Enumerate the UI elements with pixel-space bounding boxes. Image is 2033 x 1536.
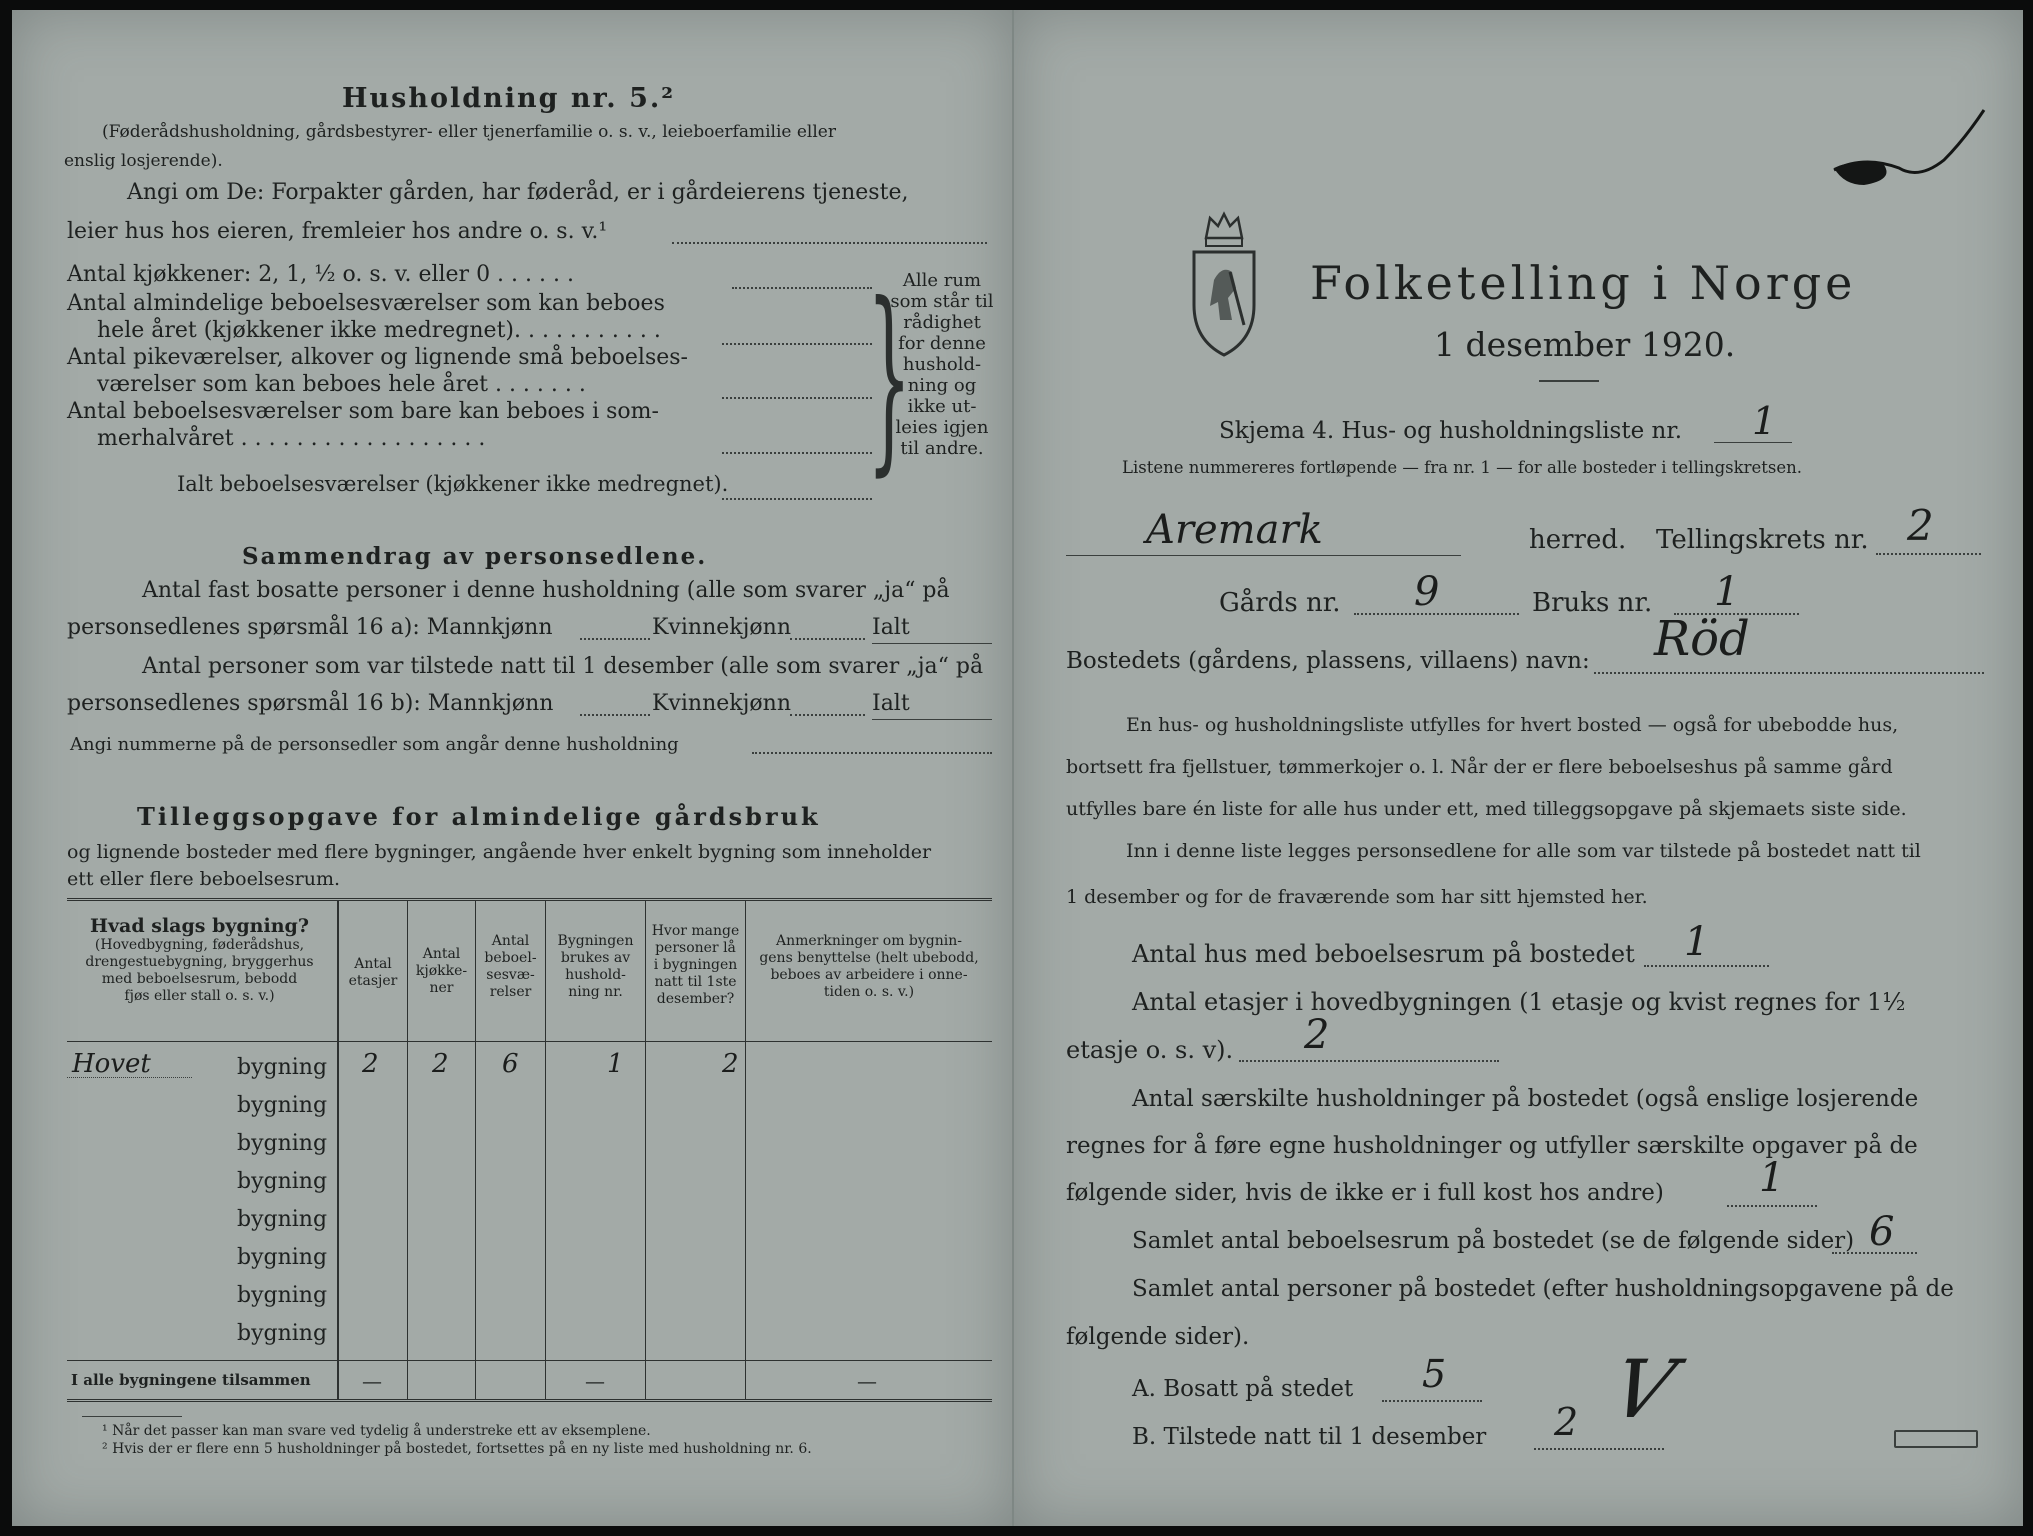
present-line: [1534, 1448, 1664, 1450]
summary-title: Sammendrag av personsedlene.: [242, 543, 708, 570]
numbering-note: Listene nummereres fortløpende — fra nr. 1 — for alle bosteder i tellingskretsen.: [1122, 458, 1803, 477]
houses-line: [1644, 965, 1769, 967]
brace-note: [882, 270, 1002, 459]
rooms-total-value: 6: [1869, 1209, 1895, 1255]
rooms-kitchens: Antal kjøkkener: 2, 1, ½ o. s. v. eller 0 . . . . . .: [67, 262, 574, 287]
floors-label-2: etasje o. s. v).: [1066, 1036, 1234, 1064]
table-row: [67, 1203, 992, 1239]
header-text: drengestuebygning, bryggerhus: [85, 954, 314, 970]
rooms-fill-4: [722, 452, 872, 454]
header-rooms: [476, 933, 545, 1001]
household-intro-2: enslig losjerende).: [64, 151, 223, 171]
header-floors: [339, 956, 407, 990]
row-label: bygning: [237, 1245, 328, 1270]
bosted-line: [1594, 672, 1984, 674]
rooms-fill-2: [722, 343, 872, 345]
households-line: [1727, 1205, 1817, 1207]
instruction-2: bortsett fra fjellstuer, tømmerkojer o. l. Når der er flere beboelseshus på samme gård: [1066, 756, 1893, 778]
kitchens-value: 2: [432, 1049, 449, 1079]
krets-line: [1876, 553, 1981, 555]
printer-stamp: [1894, 1430, 1978, 1448]
bosted-name: Röd: [1654, 611, 1750, 667]
supplement-intro-1: og lignende bosteder med flere bygninger, angående hver enkelt bygning som inneholder: [67, 841, 932, 863]
header-text: Anmerkninger om bygnin-: [776, 933, 962, 949]
krets-label: Tellingskrets nr.: [1656, 525, 1869, 555]
schema-number: 1: [1752, 399, 1777, 443]
table-row: [67, 1241, 992, 1277]
header-text: personer lå: [655, 940, 736, 956]
header-text: kjøkke-: [415, 963, 468, 979]
summary-line-2: personsedlenes spørsmål 16 a): Mannkjønn: [67, 615, 553, 640]
brace-note-line: til andre.: [900, 438, 984, 459]
row-label: bygning: [237, 1055, 328, 1080]
schema-label: Skjema 4. Hus- og husholdningsliste nr.: [1219, 418, 1683, 444]
table-row: [67, 1165, 992, 1201]
fill-female-a: [790, 638, 865, 640]
table-row: [67, 1127, 992, 1163]
persons-label-1: Samlet antal personer på bostedet (efter husholdningsopgavene på de: [1132, 1276, 1954, 1302]
floors-label-1: Antal etasjer i hovedbygningen (1 etasje og kvist regnes for 1½: [1132, 988, 1906, 1016]
title-rule: [1539, 380, 1599, 382]
herred-line: [1066, 555, 1461, 556]
rooms-small-1: Antal pikeværelser, alkover og lignende små beboelses-: [67, 345, 688, 370]
census-date: 1 desember 1920.: [1434, 325, 1736, 364]
row-label: bygning: [237, 1131, 328, 1156]
summary-line-4: personsedlenes spørsmål 16 b): Mannkjønn: [67, 691, 554, 716]
header-household-no: [546, 933, 645, 1001]
header-text: desember?: [656, 991, 735, 1007]
supplement-intro-2: ett eller flere beboelsesrum.: [67, 868, 341, 890]
footnote-rule: [82, 1416, 182, 1417]
header-persons: [646, 923, 745, 1008]
header-remarks: [746, 933, 992, 1001]
households-label-3: følgende sider, hvis de ikke er i full kost hos andre): [1066, 1180, 1664, 1206]
brace-note-line: som står til: [890, 291, 994, 312]
houses-value: 1: [1684, 919, 1710, 965]
footnote-2: ² Hvis der er flere enn 5 husholdninger på bostedet, fortsettes på en ny liste med husholdning nr. 6.: [102, 1441, 812, 1457]
resident-line: [1382, 1400, 1482, 1402]
row-label: bygning: [237, 1207, 328, 1232]
fill-male-b: [580, 714, 650, 716]
summary-total-a: Ialt: [872, 615, 910, 640]
header-text: fjøs eller stall o. s. v.): [124, 988, 275, 1004]
header-text: gens benyttelse (helt ubebodd,: [759, 950, 979, 966]
resident-value: 5: [1422, 1352, 1447, 1396]
header-text: brukes av: [560, 950, 631, 966]
header-text: ner: [429, 980, 454, 996]
gards-number: 9: [1414, 569, 1440, 615]
present-label: B. Tilstede natt til 1 desember: [1132, 1424, 1487, 1450]
header-text: ning nr.: [568, 984, 623, 1000]
rooms-fill-1: [732, 287, 872, 289]
brace-note-line: hushold-: [902, 354, 982, 375]
houses-label: Antal hus med beboelsesrum på bostedet: [1132, 940, 1635, 968]
bruks-label: Bruks nr.: [1532, 588, 1653, 618]
summary-total-b: Ialt: [872, 691, 910, 716]
header-text: Hvad slags bygning?: [90, 915, 309, 937]
left-page: [12, 10, 1012, 1526]
header-text: beboes av arbeidere i onne-: [770, 967, 968, 983]
header-divider: [67, 1041, 992, 1042]
table-row: [67, 1089, 992, 1125]
building-name: Hovet: [72, 1049, 151, 1079]
header-text: tiden o. s. v.): [823, 984, 915, 1000]
gards-label: Gårds nr.: [1219, 588, 1341, 618]
present-value: 2: [1554, 1400, 1579, 1444]
header-text: beboel-: [484, 950, 537, 966]
rooms-fill-3: [722, 397, 872, 399]
coat-of-arms-icon: [1184, 210, 1264, 360]
header-text: Antal: [422, 946, 461, 962]
brace-note-line: leies igjen: [895, 417, 989, 438]
instruction-3: utfylles bare én liste for alle hus under ett, med tilleggsopgave på skjemaets siste side.: [1066, 798, 1907, 820]
rooms-summer-1: Antal beboelsesværelser som bare kan beboes i som-: [67, 399, 659, 424]
households-value: 1: [1759, 1155, 1785, 1201]
total-mark: —: [362, 1369, 382, 1393]
rooms-total: Ialt beboelsesværelser (kjøkkener ikke medregnet).: [177, 472, 729, 496]
bruks-number: 1: [1714, 569, 1740, 615]
bosted-label: Bostedets (gårdens, plassens, villaens) navn:: [1066, 648, 1590, 674]
household-intro-1: (Føderådshusholdning, gårdsbestyrer- eller tjenerfamilie o. s. v., leieboerfamilie eller: [102, 122, 836, 142]
header-text: relser: [489, 984, 532, 1000]
supplement-title: Tilleggsopgave for almindelige gårdsbruk: [137, 802, 821, 831]
herred-value: Aremark: [1146, 507, 1323, 553]
right-page: [1012, 10, 2023, 1526]
header-building-type: [67, 915, 332, 1005]
total-mark: —: [585, 1369, 605, 1393]
summary-female-b: Kvinnekjønn: [652, 691, 791, 716]
rooms-summer-2: merhalvåret . . . . . . . . . . . . . . . . . .: [97, 426, 486, 451]
header-text: i bygningen: [653, 957, 738, 973]
census-title: Folketelling i Norge: [1310, 256, 1857, 310]
total-divider: [67, 1360, 992, 1361]
rooms-ordinary-2: hele året (kjøkkener ikke medregnet). . . . . . . . . . .: [97, 318, 661, 343]
total-line-a: [872, 643, 992, 644]
footnote-1: ¹ Når det passer kan man svare ved tydelig å understreke ett av eksemplene.: [102, 1423, 651, 1439]
rooms-value: 6: [502, 1049, 519, 1079]
fill-numbers: [752, 752, 992, 754]
brace-note-line: ning og: [907, 375, 977, 396]
floors-value: 2: [362, 1049, 379, 1079]
row-label: bygning: [237, 1169, 328, 1194]
header-text: Antal: [354, 956, 392, 972]
check-mark: V: [1601, 1343, 1685, 1436]
summary-female-a: Kvinnekjønn: [652, 615, 791, 640]
krets-number: 2: [1907, 501, 1934, 550]
fill-male-a: [580, 638, 650, 640]
total-row-label: I alle bygningene tilsammen: [71, 1371, 311, 1389]
rooms-ordinary-1: Antal almindelige beboelsesværelser som kan beboes: [67, 291, 665, 316]
header-text: etasjer: [348, 973, 398, 989]
instruction-4: Inn i denne liste legges personsedlene for alle som var tilstede på bostedet natt til: [1126, 840, 1921, 862]
header-text: Antal: [491, 933, 530, 949]
households-label-2: regnes for å føre egne husholdninger og utfyller særskilte opgaver på de: [1066, 1133, 1918, 1159]
total-line-b: [872, 719, 992, 720]
summary-line-3: Antal personer som var tilstede natt til 1 desember (alle som svarer „ja“ på: [142, 654, 984, 679]
instruction-1: En hus- og husholdningsliste utfylles for hvert bosted — også for ubebodde hus,: [1126, 714, 1899, 736]
brace: }: [867, 261, 912, 494]
household-question-2: leier hus hos eieren, fremleier hos andre o. s. v.¹: [67, 219, 608, 244]
household-value: 1: [607, 1049, 624, 1079]
summary-line-5: Angi nummerne på de personsedler som angår denne husholdning: [70, 734, 679, 755]
summary-line-1: Antal fast bosatte personer i denne husholdning (alle som svarer „ja“ på: [142, 578, 950, 603]
row-label: bygning: [237, 1093, 328, 1118]
row-fill: [67, 1077, 192, 1078]
resident-label: A. Bosatt på stedet: [1132, 1376, 1354, 1402]
brace-note-line: for denne: [898, 333, 986, 354]
rooms-total-label: Samlet antal beboelsesrum på bostedet (se de følgende sider): [1132, 1228, 1855, 1254]
floors-line: [1239, 1060, 1499, 1062]
household-question-1: Angi om De: Forpakter gården, har føderåd, er i gårdeierens tjeneste,: [127, 180, 909, 205]
fill-female-b: [790, 714, 865, 716]
header-text: sesvæ-: [486, 967, 535, 983]
brace-note-line: rådighet: [903, 312, 981, 333]
households-label-1: Antal særskilte husholdninger på bostedet (også enslige losjerende: [1132, 1086, 1919, 1112]
header-text: (Hovedbygning, føderådshus,: [94, 937, 305, 953]
rooms-fill-5: [722, 498, 872, 500]
ink-blot: [1824, 90, 1994, 210]
persons-label-2: følgende sider).: [1066, 1324, 1250, 1350]
persons-value: 2: [722, 1049, 739, 1079]
row-label: bygning: [237, 1321, 328, 1346]
header-text: med beboelsesrum, bebodd: [101, 971, 298, 987]
table-row: [67, 1279, 992, 1315]
buildings-table: [67, 898, 992, 1402]
brace-note-line: Alle rum: [902, 270, 982, 291]
floors-value: 2: [1304, 1012, 1330, 1058]
table-row: [67, 1317, 992, 1353]
instruction-5: 1 desember og for de fraværende som har sitt hjemsted her.: [1066, 886, 1648, 908]
total-mark: —: [857, 1369, 877, 1393]
question-fill-line: [672, 242, 987, 244]
household-title: Husholdning nr. 5.²: [342, 83, 676, 114]
header-text: hushold-: [565, 967, 626, 983]
herred-label: herred.: [1529, 525, 1627, 555]
rooms-small-2: værelser som kan beboes hele året . . . . . . .: [97, 372, 586, 397]
header-kitchens: [408, 946, 475, 997]
header-text: natt til 1ste: [654, 974, 737, 990]
row-label: bygning: [237, 1283, 328, 1308]
brace-note-line: ikke ut-: [907, 396, 977, 417]
header-text: Hvor mange: [651, 923, 740, 939]
table-row: [67, 1051, 992, 1087]
header-text: Bygningen: [557, 933, 634, 949]
